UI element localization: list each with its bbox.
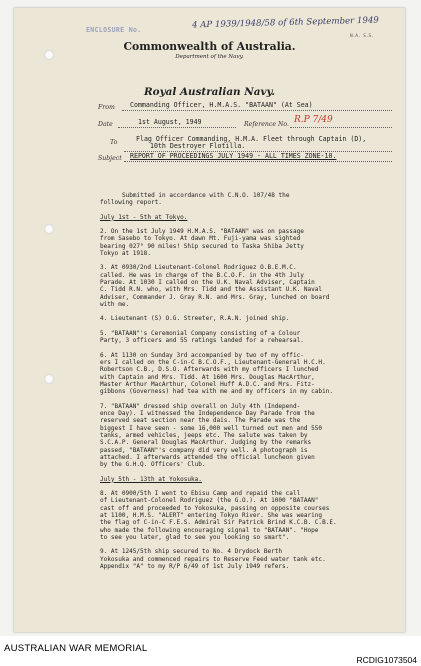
body-line: from Sasebo to Tokyo. At dawn Mt. Fuji-yama was sighted (100, 235, 301, 243)
body-line: ers I called on the C-in-C B.C.O.F., Lieutenant-General H.C.H. (100, 358, 326, 366)
letterhead-department: Department of the Navy. (175, 54, 244, 60)
body-line: with me. (100, 301, 130, 309)
body-line: who made the following encouraging signal to "BATAAN". "Hope (100, 526, 319, 534)
section-heading: July 1st - 5th at Tokyo. (100, 213, 188, 221)
archive-code: RCDIG1073504 (356, 655, 417, 665)
paragraph-gap (100, 541, 400, 548)
body-line: by the G.H.Q. Officers' Club. (100, 461, 206, 469)
paragraph-gap (100, 469, 400, 476)
institution-label: AUSTRALIAN WAR MEMORIAL (4, 643, 148, 654)
to-value-line-2: 10th Destroyer Flotilla. (150, 142, 246, 150)
paragraph-gap (100, 323, 400, 330)
body-line: biggest I have seen - some 16,000 well turned out men and 550 (100, 424, 323, 432)
body-line: passed, "BATAAN"'s company did very well. A photograph is (100, 446, 308, 454)
body-line: 2. On the 1st July 1949 H.M.A.S. "BATAAN" was on passage (100, 228, 304, 236)
subject-underline (124, 161, 392, 162)
subject-label: Subject (98, 155, 122, 162)
body-line: called. He was in charge of the B.C.O.F. in the 4th July (100, 271, 304, 279)
reference-value: R.P 7/49 (294, 115, 333, 125)
body-line: attached. I afterwards attended the official luncheon given (100, 453, 315, 461)
paragraph-gap (100, 396, 400, 403)
body-line: C. Tidd R.N. who, with Mrs. Tidd and the Assistant U.K. Naval (100, 286, 323, 294)
body-line: gibbons (Governess) had tea with me and my officers in my cabin. (100, 388, 333, 396)
subject-value: REPORT OF PROCEEDINGS JULY 1949 - ALL TIMES ZONE-10. (130, 152, 337, 160)
punch-hole-lower (44, 374, 54, 384)
body-line: Master Arthur MacArthur, Colonel Huff A.D.C. and Mrs. Fitz- (100, 380, 315, 388)
paragraph-gap (100, 345, 400, 352)
body-line: 5. "BATAAN"'s Ceremonial Company consisting of a Colour (100, 329, 301, 337)
body-line: 7. "BATAAN" dressed ship overall on July 4th (Independ- (100, 402, 301, 410)
body-line: Submitted in accordance with C.N.O. 107/48 the (122, 192, 290, 199)
body-line: 9. At 1245/5th ship secured to No. 4 Drydock Berth (100, 548, 283, 556)
body-line: Parade. At 1030 I called on the U.K. Naval Adviser, Captain (100, 279, 315, 287)
date-underline (118, 127, 236, 128)
body-line: 6. At 1130 on Sunday 3rd accompanied by two of my offic- (100, 351, 304, 359)
paragraph-gap (100, 257, 400, 264)
to-label: To (110, 139, 118, 146)
body-line: ence Day). I witnessed the Independence Day Parade from the (100, 409, 315, 417)
paragraph-gap (100, 308, 400, 315)
body-line: Appendix "A" to my R/P 6/49 of 1st July 1949 refers. (100, 563, 290, 571)
body-line: 4. Lieutenant (S) O.G. Streeter, R.A.N. joined ship. (100, 315, 290, 323)
body-line: bearing 027° 90 miles! Ship secured to Taska Shiba Jetty (100, 242, 304, 250)
body-line: Party, 3 officers and 55 ratings landed for a rehearsal. (100, 337, 304, 345)
body-line: S.C.A.P. General Douglas MacArthur. Judging by the remarks (100, 439, 312, 447)
body-line: to see you later, glad to see you looking so smart". (100, 534, 290, 542)
body-line: of Lieutenant-Colonel Rodriguez (the G.O.). At 1000 "BATAAN" (100, 497, 319, 505)
reference-label: Reference No. (244, 121, 289, 128)
body-line: 8. At 0900/5th I went to Ebisu Camp and repaid the call (100, 490, 301, 497)
section-heading: July 5th - 13th at Yokosuka. (100, 475, 202, 483)
to-value-line-1: Flag Officer Commanding, H.M.A. Fleet through Captain (D), (136, 135, 367, 143)
body-line: cast off and proceeded to Yokosuka, passing on opposite courses (100, 504, 330, 512)
paragraph-gap (100, 221, 400, 228)
letterhead-title: Commonwealth of Australia. (123, 40, 296, 53)
paragraph-gap (100, 207, 400, 214)
body-line: following report. (100, 199, 162, 207)
date-value: 1st August, 1949 (138, 118, 202, 126)
from-label: From (98, 104, 115, 111)
reference-underline (290, 127, 392, 128)
body-line: at 1100, H.M.S. "ALERT" entering Tokyo River. She was wearing (100, 512, 323, 520)
date-label: Date (98, 121, 113, 128)
body-line: reserved seat section near the dais. The Parade was the (100, 417, 301, 425)
body-line: the flag of C-in-C F.E.S. Admiral Sir Patrick Brind K.C.B. C.B.E. (100, 519, 337, 527)
paragraph-gap (100, 483, 400, 490)
form-code: N.A. S.S. (350, 34, 374, 39)
handwritten-reference: 4 AP 1939/1948/58 of 6th September 1949 (191, 15, 379, 31)
from-value: Commanding Officer, H.M.A.S. "BATAAN" (At Sea) (130, 101, 313, 109)
page-heading: Royal Australian Navy. (144, 86, 275, 98)
report-body (100, 192, 400, 570)
body-line: Yokosuka and commenced repairs to Reserve Feed water tank etc. (100, 555, 326, 563)
body-line: Tokyo at 1918. (100, 250, 151, 258)
from-underline (122, 110, 392, 111)
body-line: tanks, armed vehicles, jeeps etc. The salute was taken by (100, 431, 308, 439)
body-line: Robertson C.B., D.S.O. Afterwards with my officers I lunched (100, 366, 319, 374)
enclosure-stamp: ENCLOSURE No. (86, 26, 142, 34)
body-line: Adviser, Commander J. Gray R.N. and Mrs. Gray, lunched on board (100, 293, 330, 301)
punch-hole-middle (44, 224, 54, 234)
document-page (14, 8, 405, 632)
body-line: with Captain and Mrs. Tidd. At 1600 Mrs. Douglas MacArthur, (100, 373, 315, 381)
body-line: 3. At 0930/2nd Lieutenant-Colonel Rodriguez O.B.E.M.C. (100, 264, 297, 272)
